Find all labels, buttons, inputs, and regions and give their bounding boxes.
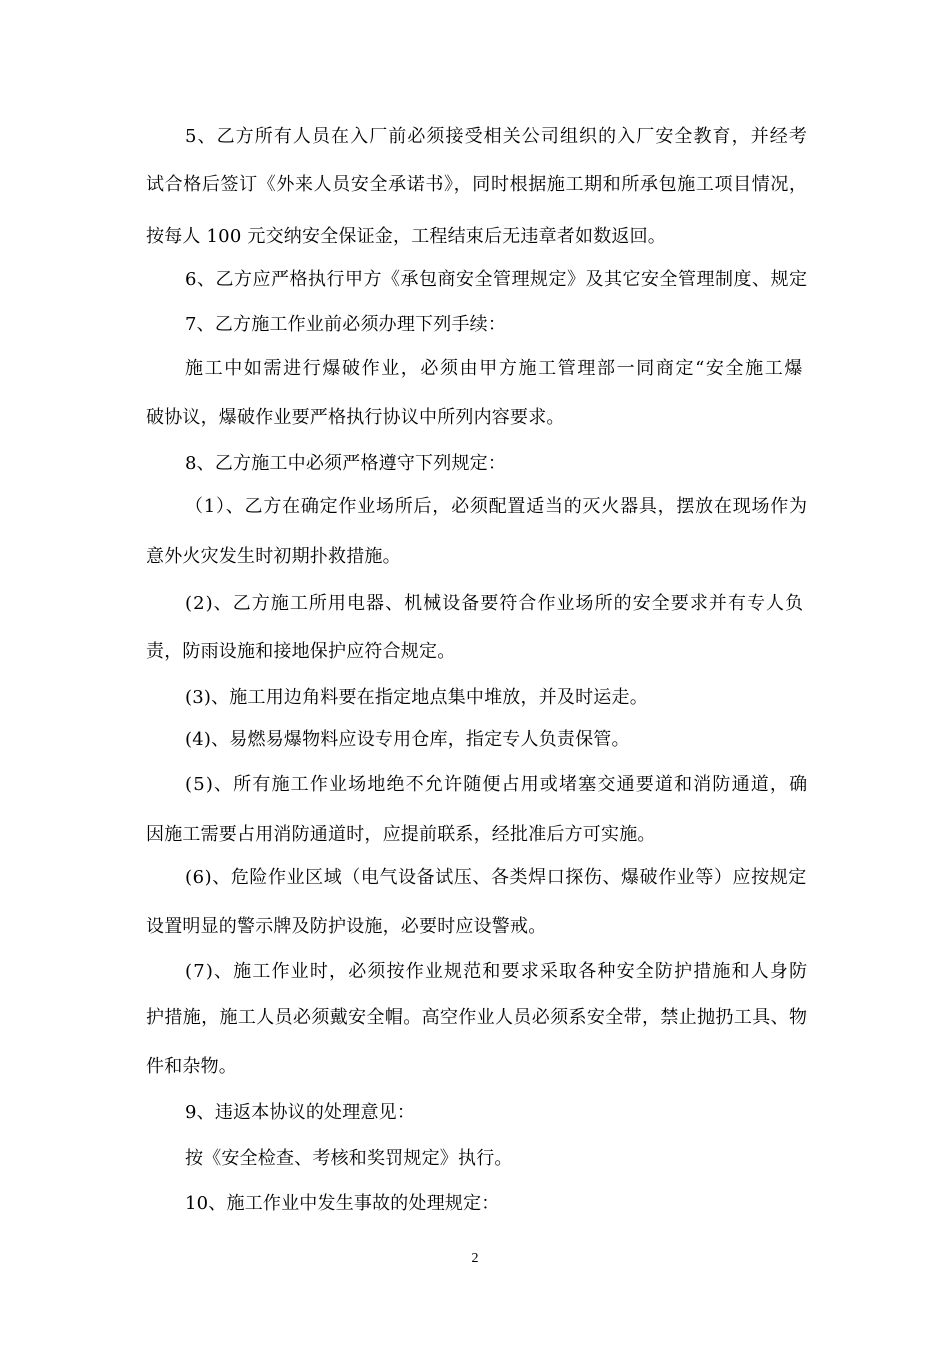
text-line: 按每人 100 元交纳安全保证金，工程结束后无违章者如数返回。 xyxy=(146,226,666,247)
text-line: 10、施工作业中发生事故的处理规定： xyxy=(185,1193,500,1214)
text-line: 9、违返本协议的处理意见： xyxy=(185,1102,416,1123)
text-line: (3)、施工用边角料要在指定地点集中堆放，并及时运走。 xyxy=(185,687,648,708)
text-line: 按《安全检查、考核和奖罚规定》执行。 xyxy=(185,1148,513,1169)
text-line: (6)、危险作业区域（电气设备试压、各类焊口探伤、爆破作业等）应按规定 xyxy=(185,867,807,888)
text-line: 8、乙方施工中必须严格遵守下列规定： xyxy=(185,453,507,474)
text-line: 因施工需要占用消防通道时，应提前联系，经批准后方可实施。 xyxy=(146,824,656,845)
text-line: 施工中如需进行爆破作业，必须由甲方施工管理部一同商定“安全施工爆 xyxy=(185,358,805,379)
text-line: （1）、乙方在确定作业场所后，必须配置适当的灭火器具，摆放在现场作为 xyxy=(185,496,808,517)
text-line: 7、乙方施工作业前必须办理下列手续： xyxy=(185,314,507,335)
page-number: 2 xyxy=(471,1251,479,1266)
text-line: 意外火灾发生时初期扑救措施。 xyxy=(146,546,401,567)
text-line: 破协议，爆破作业要严格执行协议中所列内容要求。 xyxy=(146,407,565,428)
text-line: (4)、易燃易爆物料应设专用仓库，指定专人负责保管。 xyxy=(185,729,630,750)
text-line: (2)、乙方施工所用电器、机械设备要符合作业场所的安全要求并有专人负 xyxy=(185,593,805,614)
text-line: 5、乙方所有人员在入厂前必须接受相关公司组织的入厂安全教育，并经考 xyxy=(185,126,808,147)
text-line: 件和杂物。 xyxy=(146,1056,237,1077)
text-line: 护措施，施工人员必须戴安全帽。高空作业人员必须系安全带，禁止抛扔工具、物 xyxy=(146,1007,808,1028)
text-line: 6、乙方应严格执行甲方《承包商安全管理规定》及其它安全管理制度、规定 xyxy=(185,269,808,290)
text-line: 责，防雨设施和接地保护应符合规定。 xyxy=(146,641,456,662)
text-line: (5)、所有施工作业场地绝不允许随便占用或堵塞交通要道和消防通道，确 xyxy=(185,774,809,795)
text-line: 设置明显的警示牌及防护设施，必要时应设警戒。 xyxy=(146,916,547,937)
text-line: 试合格后签订《外来人员安全承诺书》，同时根据施工期和所承包施工项目情况， xyxy=(146,174,808,195)
text-line: (7)、施工作业时，必须按作业规范和要求采取各种安全防护措施和人身防 xyxy=(185,961,809,982)
